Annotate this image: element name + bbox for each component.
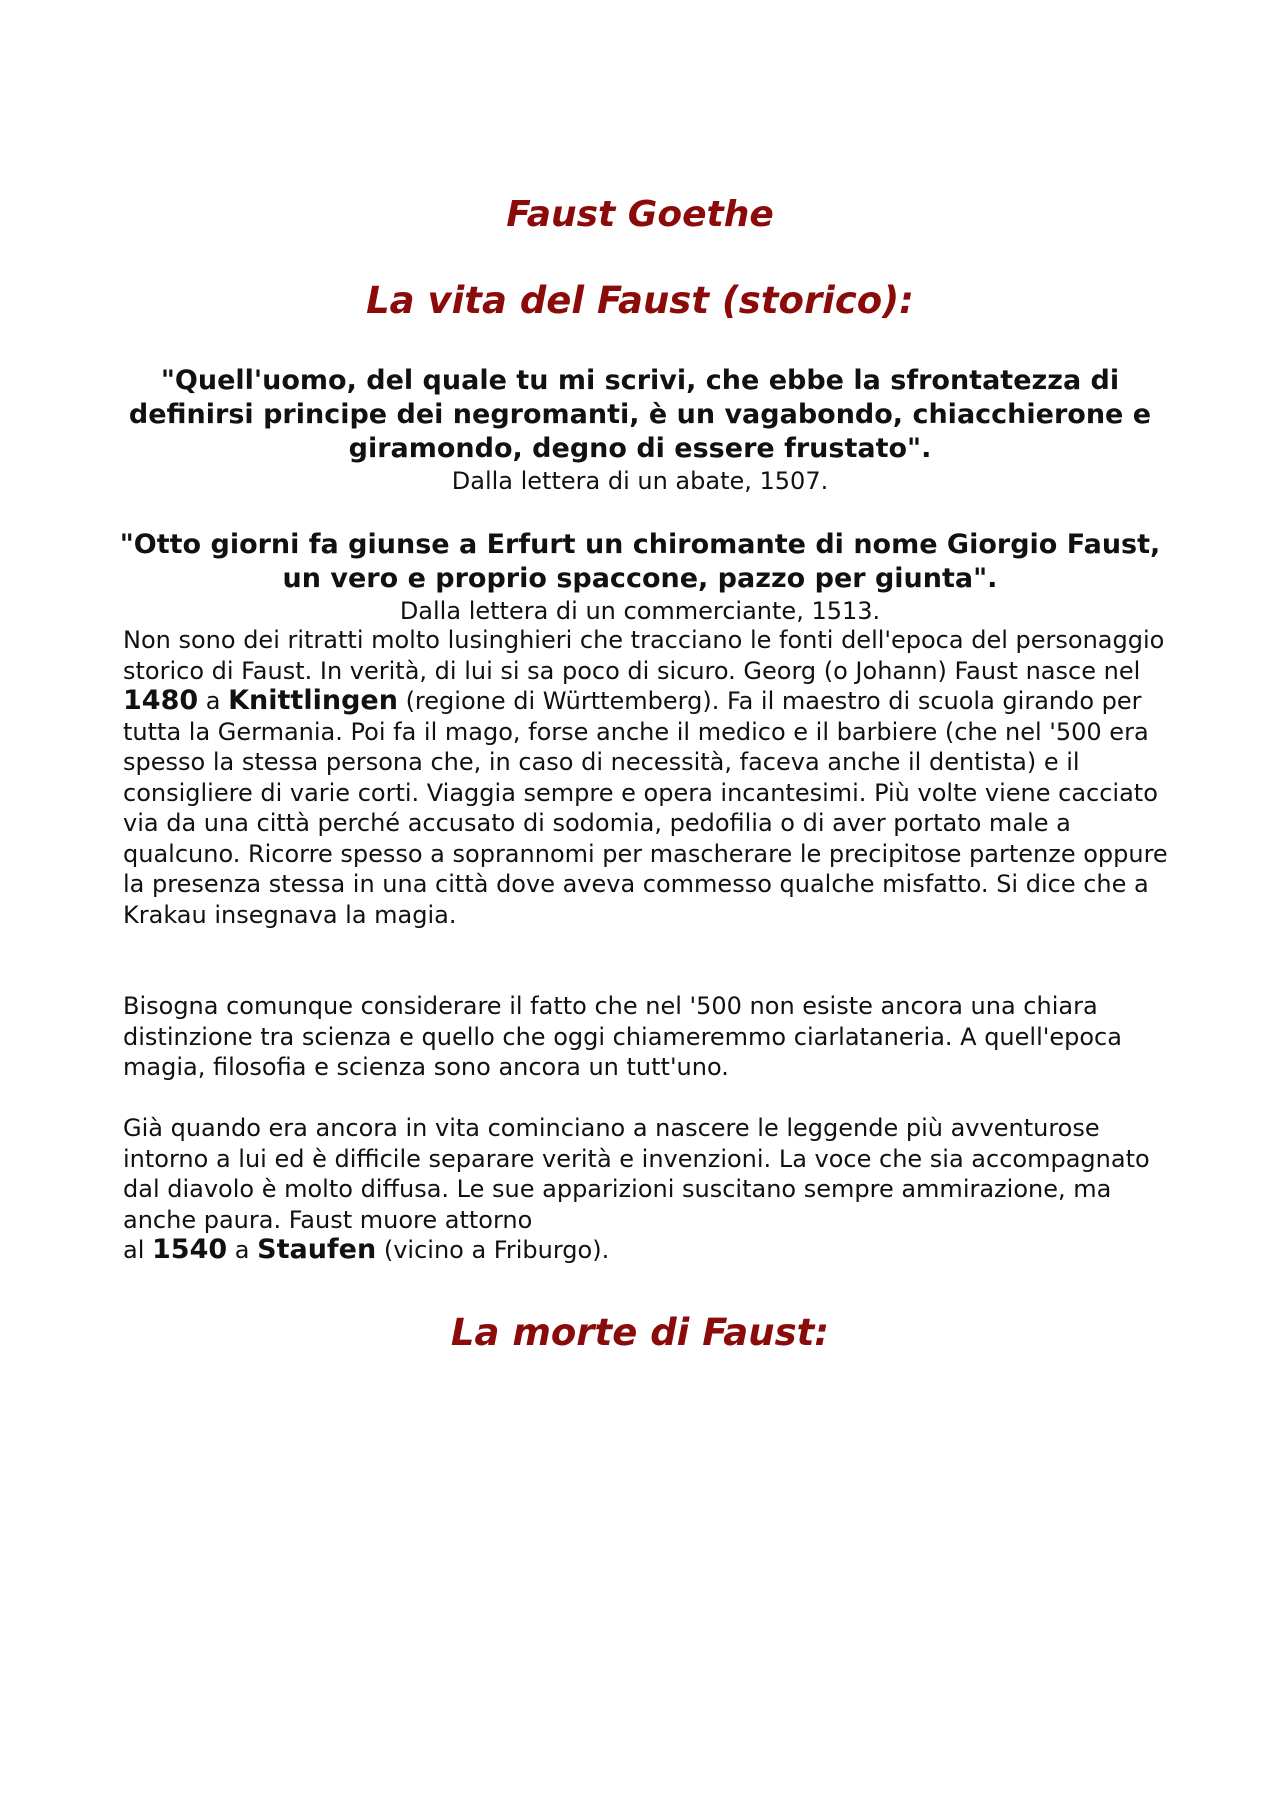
paragraph-text: Già quando era ancora in vita cominciano a nascere le leggende più avventurose intorno a lui ed è difficile separare verità e invenzioni. La voce che sia accompagnato dal diavolo è molto diffusa. Le sue apparizioni suscitano sempre ammirazione, ma anche paura. Faust muore attorno [123,1114,1150,1234]
paragraph-biography [123,625,1168,930]
quote-text: "Otto giorni fa giunse a Erfurt un chiromante di nome Giorgio Faust, un vero e proprio spaccone, pazzo per giunta". [119,529,1161,594]
death-year: 1540 [152,1234,228,1265]
page-title: Faust Goethe [506,194,774,235]
paragraph-text: Non sono dei ritratti molto lusinghieri che tracciano le fonti dell'epoca del personaggio storico di Faust. In verità, di lui si sa poco di sicuro. Georg (o Johann) Faust nasce nel [123,626,1165,685]
quote-source: Dalla lettera di un commerciante, 1513. [399,597,881,625]
paragraph-text: al [123,1236,153,1264]
paragraph-text: a [227,1236,258,1264]
quote-source: Dalla lettera di un abate, 1507. [451,467,829,495]
paragraph-text: (vicino a Friburgo). [376,1236,610,1264]
birth-place: Knittlingen [228,685,398,716]
paragraph-text: (regione di Württemberg). Fa il maestro di scuola girando per tutta la Germania. Poi fa il mago, forse anche il medico e il barbiere (che nel '500 era spesso la stessa persona che, in caso di necessità, faceva anche il dentista) e il consigliere di varie corti. Viaggia sempre e opera incantesimi. Più volte viene cacciato via da una città perché accusato di sodomia, pedofilia o di aver portato male a qualcuno. Ricorre spesso a soprannomi per mascherare le precipitose partenze oppure la presenza stessa in una città dove aveva commesso qualche misfatto. Si dice che a Krakau insegnava la magia. [123,687,1168,929]
quote-block-abate [110,364,1170,496]
paragraph-legends [123,1113,1168,1266]
death-place: Staufen [257,1234,377,1265]
quote-block-commerciante [110,528,1170,626]
quote-text: "Quell'uomo, del quale tu mi scrivi, che ebbe la sfrontatezza di definirsi principe dei negromanti, è un vagabondo, chiacchierone e giramondo, degno di essere frustato". [128,365,1152,464]
paragraph-science: Bisogna comunque considerare il fatto che nel '500 non esiste ancora una chiara distinzione tra scienza e quello che oggi chiameremmo ciarlataneria. A quell'epoca magia, filosofia e scienza sono ancora un tutt'uno. [123,992,1122,1081]
section-heading-vita: La vita del Faust (storico): [366,279,914,322]
section-heading-morte: La morte di Faust: [450,1311,830,1354]
paragraph-text: a [198,687,229,715]
birth-year: 1480 [123,685,199,716]
